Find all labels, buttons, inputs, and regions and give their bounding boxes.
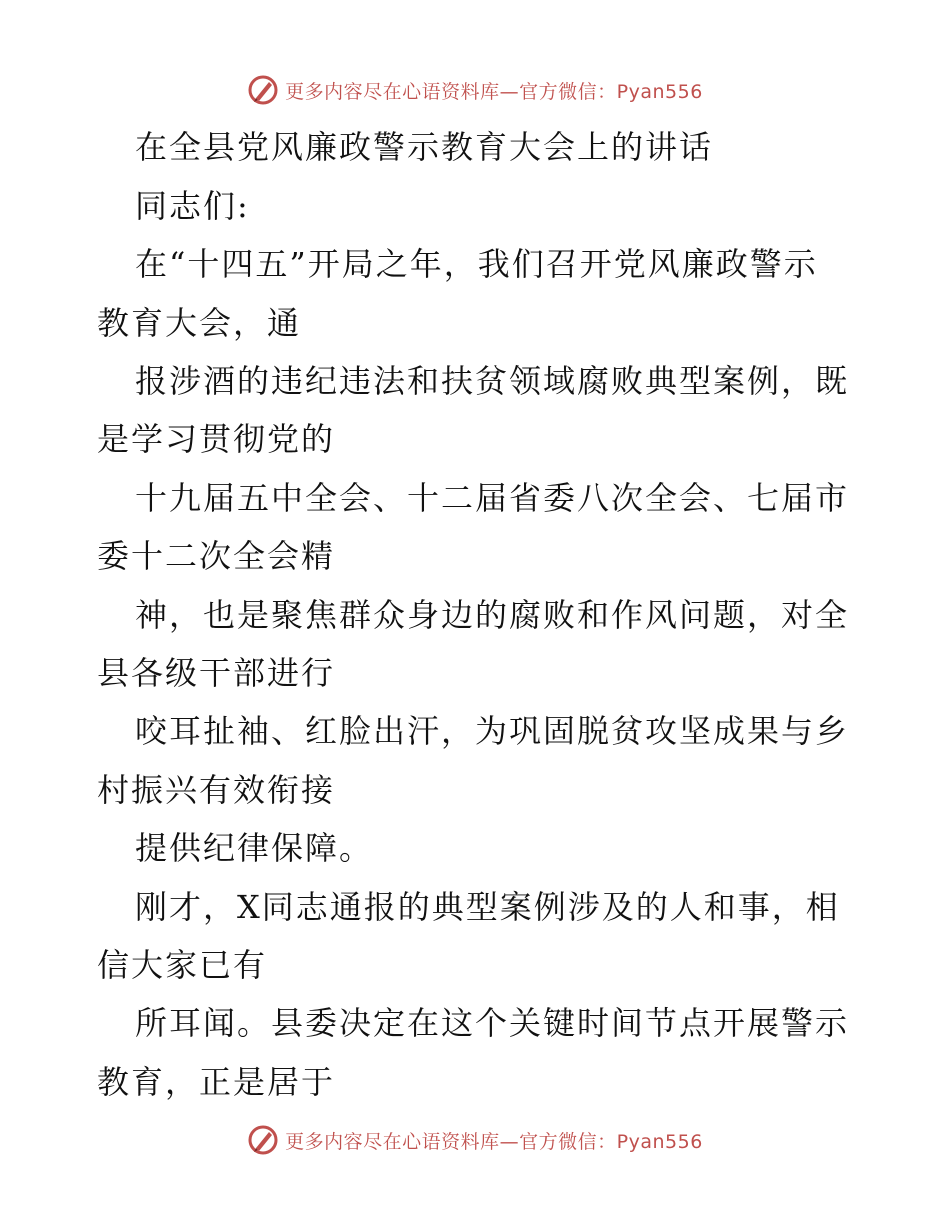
text-line: 县各级干部进行: [97, 654, 336, 692]
header-banner-text: 更多内容尽在心语资料库—官方微信：Pyan556: [285, 80, 703, 103]
text-line: 神，也是聚焦群众身边的腐败和作风问题，对全: [135, 596, 850, 634]
text-line: 是学习贯彻党的: [97, 420, 336, 458]
page-title: 在全县党风廉政警示教育大会上的讲话: [135, 128, 714, 166]
footer-banner-content: [247, 1124, 703, 1156]
salutation: 同志们:: [135, 187, 250, 225]
text-line: 村振兴有效衔接: [97, 771, 336, 809]
text-line: 在“十四五”开局之年，我们召开党风廉政警示: [135, 245, 818, 283]
text-line: 刚才，X同志通报的典型案例涉及的人和事，相: [135, 888, 840, 926]
text-line: 教育大会，通: [97, 304, 302, 342]
header-banner: [0, 70, 950, 110]
header-banner-content: [247, 74, 703, 106]
text-line: 咬耳扯袖、红脸出汗，为巩固脱贫攻坚成果与乡: [135, 712, 850, 750]
quill-in-circle-icon: [247, 74, 279, 106]
footer-banner-text: 更多内容尽在心语资料库—官方微信：Pyan556: [285, 1130, 703, 1153]
text-line: 报涉酒的违纪违法和扶贫领域腐败典型案例，既: [135, 362, 850, 400]
text-line: 信大家已有: [97, 946, 268, 984]
text-line: 所耳闻。县委决定在这个关键时间节点开展警示: [135, 1004, 850, 1042]
text-line: 教育，正是居于: [97, 1063, 336, 1101]
footer-banner: [0, 1120, 950, 1160]
quill-in-circle-icon: [247, 1124, 279, 1156]
text-line: 委十二次全会精: [97, 537, 336, 575]
text-line: 十九届五中全会、十二届省委八次全会、七届市: [135, 479, 850, 517]
text-line: 提供纪律保障。: [135, 829, 374, 867]
